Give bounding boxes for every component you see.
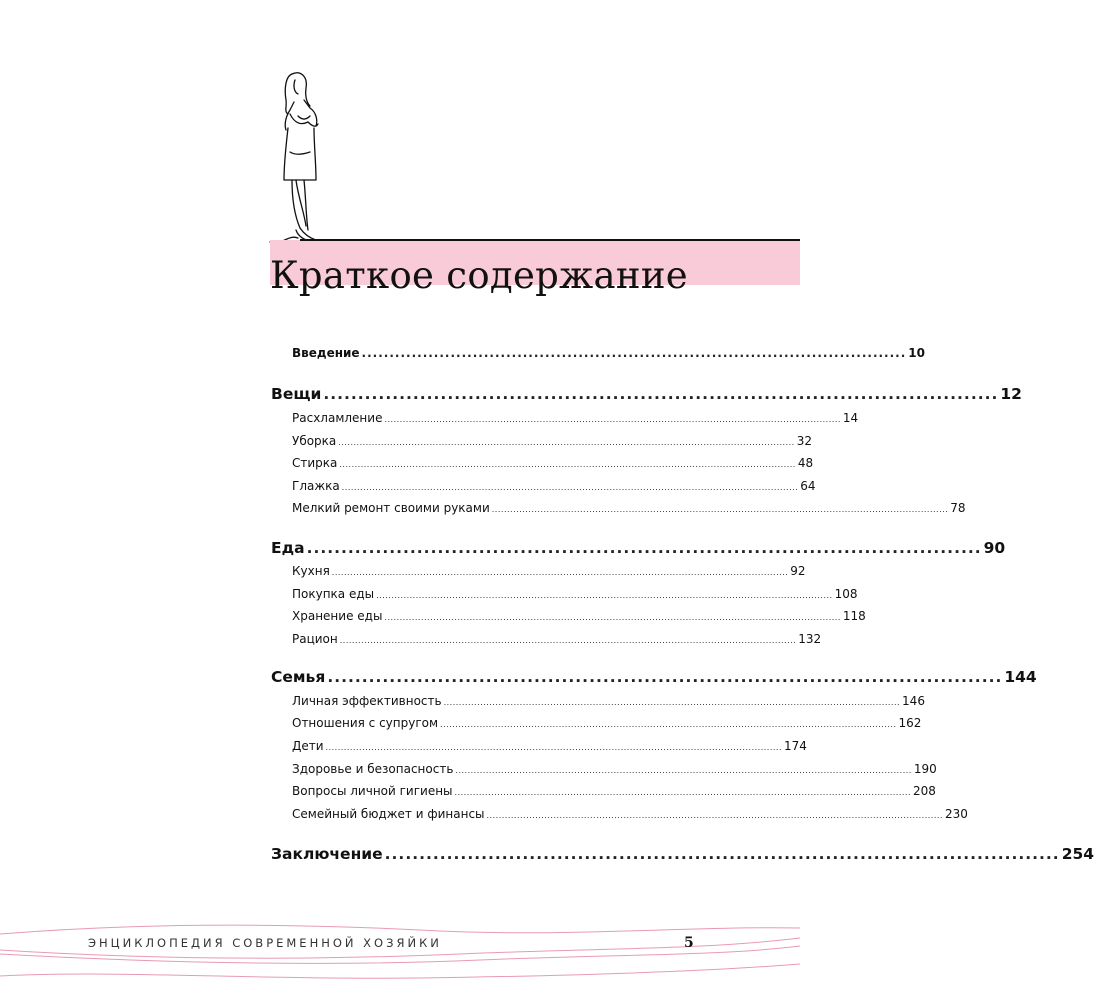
toc-leader: ...................................................................................................................................................... <box>338 438 795 447</box>
toc-item-page: 64 <box>800 479 816 493</box>
page-title: Краткое содержание <box>270 254 688 297</box>
toc-item[interactable] <box>292 479 816 493</box>
toc-item-page: 230 <box>944 807 968 821</box>
toc-leader: ...................................................................................................................................................... <box>440 720 897 729</box>
toc-leader: ...................................................................................................................................................... <box>454 788 911 797</box>
toc-leader: ...................................................................................................................................................... <box>384 613 841 622</box>
toc-item-label: Покупка еды <box>292 587 375 601</box>
toc-item-label: Стирка <box>292 456 338 470</box>
toc-item-page: 146 <box>902 694 925 708</box>
toc-item[interactable] <box>292 739 807 753</box>
toc-section-label: Вещи <box>271 385 322 403</box>
toc-leader: .................................................................................................. <box>361 346 907 360</box>
toc-leader: .................................................................................................. <box>327 668 1003 686</box>
toc-item-label: Вопросы личной гигиены <box>292 784 453 798</box>
toc-intro-label: Введение <box>292 346 360 360</box>
footer-book-title: ЭНЦИКЛОПЕДИЯ СОВРЕМЕННОЙ ХОЗЯЙКИ <box>88 936 442 950</box>
toc-item-label: Расхламление <box>292 411 383 425</box>
toc-section-label: Еда <box>271 539 305 557</box>
toc-item[interactable] <box>292 434 813 448</box>
toc-item-label: Здоровье и безопасность <box>292 762 454 776</box>
toc-item-label: Дети <box>292 739 324 753</box>
toc-leader: ...................................................................................................................................................... <box>339 636 797 645</box>
toc-item-page: 48 <box>797 456 814 470</box>
toc-leader: ...................................................................................................................................................... <box>455 766 912 775</box>
toc-leader: ...................................................................................................................................................... <box>486 811 943 820</box>
toc-leader: ...................................................................................................................................................... <box>443 698 901 707</box>
toc-item-label: Хранение еды <box>292 609 383 623</box>
toc-item-page: 208 <box>913 784 936 798</box>
toc-item-page: 132 <box>798 632 822 646</box>
toc-conclusion-label: Заключение <box>271 845 383 863</box>
toc-item-page: 14 <box>842 411 859 425</box>
toc-conclusion-page: 254 <box>1061 845 1094 863</box>
toc-item[interactable] <box>292 694 925 708</box>
toc-item-label: Семейный бюджет и финансы <box>292 807 485 821</box>
toc-conclusion[interactable] <box>271 845 1094 863</box>
toc-leader: .................................................................................................. <box>306 539 982 557</box>
toc-section-food[interactable] <box>271 539 1006 557</box>
toc-leader: ...................................................................................................................................................... <box>341 483 799 492</box>
toc-section-page: 12 <box>1000 385 1022 403</box>
toc-item[interactable] <box>292 564 806 578</box>
toc-item[interactable] <box>292 609 866 623</box>
toc-section-label: Семья <box>271 668 326 686</box>
toc-item-page: 108 <box>834 587 858 601</box>
toc-leader: .................................................................................................. <box>323 385 999 403</box>
toc-item[interactable] <box>292 762 937 776</box>
toc-item-label: Уборка <box>292 434 337 448</box>
toc-leader: ...................................................................................................................................................... <box>331 568 789 577</box>
toc-leader: ...................................................................................................................................................... <box>339 460 796 469</box>
toc-section-page: 144 <box>1004 668 1037 686</box>
toc-item-page: 118 <box>842 609 866 623</box>
toc-item[interactable] <box>292 784 936 798</box>
toc-intro-page: 10 <box>908 346 925 360</box>
toc-leader: ...................................................................................................................................................... <box>491 505 949 514</box>
toc-section-things[interactable] <box>271 385 1022 403</box>
toc-leader: ...................................................................................................................................................... <box>325 743 782 752</box>
toc-intro[interactable] <box>292 346 925 360</box>
toc-item[interactable] <box>292 411 859 425</box>
toc-item-label: Личная эффективность <box>292 694 442 708</box>
toc-section-page: 90 <box>983 539 1006 557</box>
toc-leader: ...................................................................................................................................................... <box>376 591 833 600</box>
toc-item-page: 92 <box>790 564 806 578</box>
toc-item-label: Рацион <box>292 632 338 646</box>
toc-item-label: Мелкий ремонт своими руками <box>292 501 490 515</box>
toc-item[interactable] <box>292 501 966 515</box>
toc-item[interactable] <box>292 807 968 821</box>
toc-leader: ...................................................................................................................................................... <box>384 415 841 424</box>
footer-wave-lines <box>0 920 800 1000</box>
toc-section-family[interactable] <box>271 668 1037 686</box>
toc-item[interactable] <box>292 716 922 730</box>
toc-item[interactable] <box>292 456 814 470</box>
toc-item-page: 32 <box>796 434 813 448</box>
toc-item-page: 78 <box>950 501 966 515</box>
toc-item-page: 162 <box>898 716 922 730</box>
toc-item-page: 190 <box>913 762 937 776</box>
page-number: 5 <box>684 935 694 951</box>
toc-item[interactable] <box>292 587 858 601</box>
toc-item-label: Глажка <box>292 479 340 493</box>
toc-item-label: Кухня <box>292 564 330 578</box>
toc-leader: .................................................................................................. <box>384 845 1060 863</box>
toc-item-page: 174 <box>784 739 807 753</box>
toc-item-label: Отношения с супругом <box>292 716 439 730</box>
toc-item[interactable] <box>292 632 822 646</box>
